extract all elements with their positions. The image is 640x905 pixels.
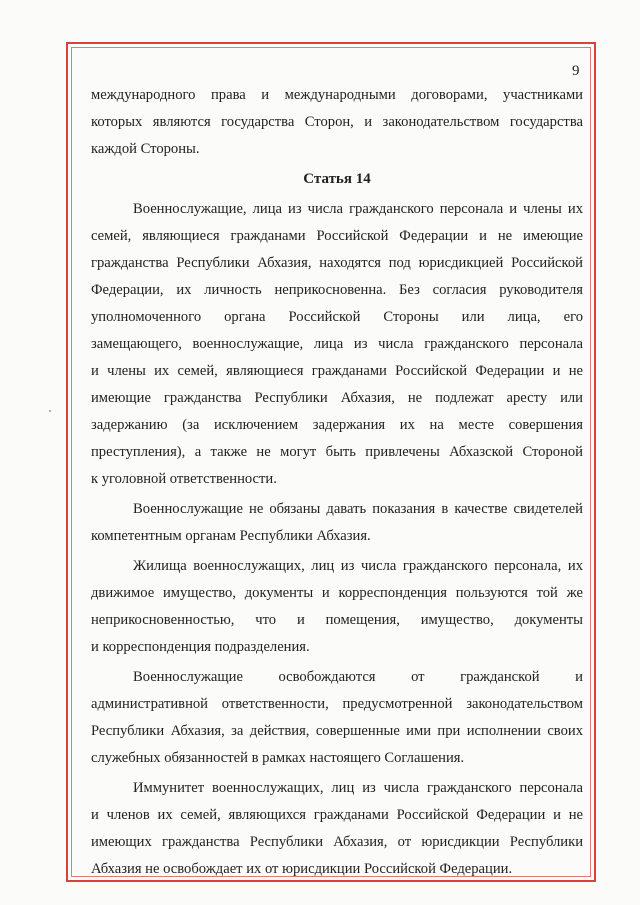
text-line: Федерации, их личность неприкосновенна. Без согласия руководителя — [91, 282, 583, 298]
text-line: гражданства Республики Абхазия, находятся под юрисдикцией Российской — [91, 255, 583, 271]
text-line: каждой Стороны. — [91, 141, 200, 157]
scan-speck — [49, 410, 51, 412]
text-line: административной ответственности, предусмотренной законодательством — [91, 696, 583, 712]
text-line: и корреспонденция подразделения. — [91, 639, 310, 655]
paragraph-1 — [91, 196, 583, 493]
text-line: международного права и международными договорами, участниками — [91, 87, 583, 103]
text-line: Жилища военнослужащих, лиц из числа гражданского персонала, их — [133, 558, 583, 574]
text-line: Военнослужащие не обязаны давать показания в качестве свидетелей — [133, 501, 583, 517]
text-line: имеющих гражданства Республики Абхазия, от юрисдикции Республики — [91, 834, 583, 850]
intro-paragraph — [91, 82, 583, 163]
text-line: семей, являющиеся гражданами Российской Федерации и не имеющие — [91, 228, 583, 244]
text-line: Военнослужащие освобождаются от гражданской и — [133, 669, 583, 685]
text-line: Военнослужащие, лица из числа гражданского персонала и члены их — [133, 201, 583, 217]
text-line: движимое имущество, документы и корреспонденция пользуются той же — [91, 585, 583, 601]
article-heading: Статья 14 — [303, 171, 371, 187]
paragraph-5 — [91, 775, 583, 883]
text-line: служебных обязанностей в рамках настоящего Соглашения. — [91, 750, 465, 766]
text-line: и члены их семей, являющиеся гражданами Российской Федерации и не — [91, 363, 583, 379]
paragraph-2 — [91, 496, 583, 550]
text-line: неприкосновенностью, что и помещения, имущество, документы — [91, 612, 583, 628]
text-line: и членов их семей, являющихся гражданами Российской Федерации и не — [91, 807, 583, 823]
text-line: компетентным органам Республики Абхазия. — [91, 528, 371, 544]
page-number: 9 — [572, 63, 580, 79]
text-line: имеющие гражданства Республики Абхазия, не подлежат аресту или — [91, 390, 583, 406]
paragraph-4 — [91, 664, 583, 772]
text-line: Иммунитет военнослужащих, лиц из числа гражданского персонала — [133, 780, 583, 796]
text-line: уполномоченного органа Российской Стороны или лица, его — [91, 309, 583, 325]
text-line: которых являются государства Сторон, и законодательством государства — [91, 114, 583, 130]
text-line: замещающего, военнослужащие, лица из числа гражданского персонала — [91, 336, 583, 352]
text-line: Республики Абхазия, за действия, совершенные ими при исполнении своих — [91, 723, 583, 739]
document-body — [91, 82, 583, 883]
paragraph-3 — [91, 553, 583, 661]
text-line: Абхазия не освобождает их от юрисдикции Российской Федерации. — [91, 861, 513, 877]
text-line: к уголовной ответственности. — [91, 471, 277, 487]
text-line: преступления), а также не могут быть привлечены Абхазской Стороной — [91, 444, 583, 460]
text-line: задержанию (за исключением задержания их на месте совершения — [91, 417, 583, 433]
